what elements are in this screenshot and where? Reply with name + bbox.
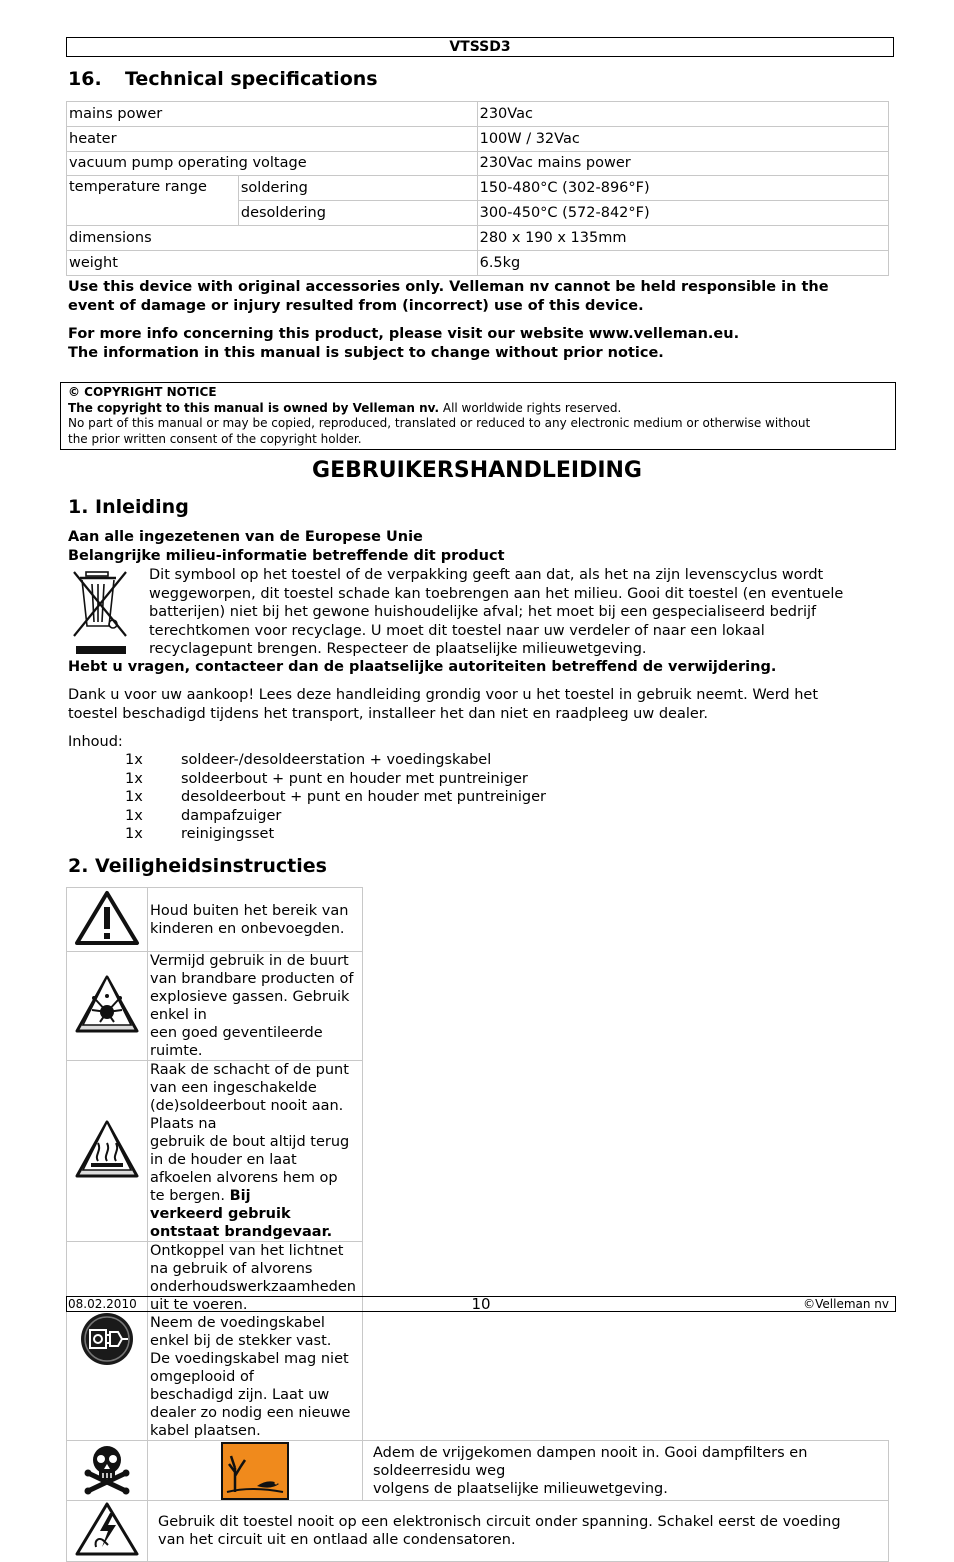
spec-sublabel: desoldering — [238, 201, 477, 226]
footer — [66, 1296, 896, 1312]
accessories-notice: Use this device with original accessories only. Velleman nv cannot be held responsible in the event of damage or injury resulted from (incorrect) use of this device. — [68, 279, 829, 314]
table-row — [67, 1061, 889, 1242]
copyright-owned: The copyright to this manual is owned by Velleman nv. All worldwide rights reserved. — [68, 400, 622, 415]
spec-value: 6.5kg — [477, 250, 888, 275]
spec-value: 230Vac mains power — [477, 151, 888, 176]
header-model: VTSSD3 — [66, 37, 894, 57]
contents-label: Inhoud: — [68, 734, 123, 750]
copyright-text: No part of this manual or may be copied, reproduced, translated or reduced to any electronic medium or otherwise without — [68, 416, 811, 430]
safety-text: Houd buiten het bereik van kinderen en onbevoegden. — [148, 888, 363, 952]
contents-list — [125, 751, 546, 844]
list-item: 1x dampafzuiger — [125, 807, 282, 824]
inleiding-heading: 1. Inleiding — [68, 496, 189, 518]
unplug-icon — [78, 1310, 136, 1368]
spec-value: 230Vac — [477, 102, 888, 127]
footer-date: 08.02.2010 — [68, 1297, 137, 1311]
veiligheid-heading: 2. Veiligheidsinstructies — [68, 855, 327, 877]
spec-label: dimensions — [67, 225, 478, 250]
table-row — [67, 1501, 889, 1562]
footer-company: ©Velleman nv — [803, 1297, 889, 1311]
table-row — [67, 952, 889, 1061]
electric-shock-icon — [74, 1501, 140, 1557]
spec-table — [66, 101, 889, 276]
safety-text: Gebruik dit toestel nooit op een elektronisch circuit onder spanning. Schakel eerst de voeding van het circuit uit en ontlaad alle condensatoren. — [148, 1501, 889, 1562]
spec-label: temperature range — [67, 176, 239, 226]
hot-surface-icon — [74, 1119, 140, 1179]
safety-text: Raak de schacht of de punt van een ingeschakelde (de)soldeerbout nooit aan. Plaats na gebruik de bout altijd terug in de houder en laat afkoelen alvorens hem op te bergen. Bij verkeerd gebruik ontstaat brandgevaar. — [148, 1061, 363, 1242]
spec-label: weight — [67, 250, 478, 275]
page-title: GEBRUIKERSHANDLEIDING — [312, 458, 642, 483]
table-row — [67, 1242, 889, 1441]
section-16-heading — [68, 68, 378, 90]
table-row — [67, 225, 889, 250]
copyright-text: the prior written consent of the copyright holder. — [68, 431, 362, 446]
weee-text: Dit symbool op het toestel of de verpakking geeft aan dat, als het na zijn levenscyclus wordt weggeworpen, dit toestel schade kan toebrengen aan het milieu. Gooi dit toestel (en eventuele batterijen) niet bij het gewone huishoudelijke afval; het moet bij een gespecialiseerd bedrijf terechtkomen voor recyclage. U moet dit toestel naar uw verdeler of naar een lokaal recyclagepunt brengen. Respecteer de plaatselijke milieuwetgeving. — [149, 567, 844, 658]
spec-label: heater — [67, 126, 478, 151]
table-row — [67, 1441, 889, 1501]
inleiding-sub1: Aan alle ingezetenen van de Europese Unie — [68, 529, 423, 545]
table-row — [67, 151, 889, 176]
warning-triangle-icon — [74, 890, 140, 946]
list-item: 1x desoldeerbout + punt en houder met puntreiniger — [125, 789, 546, 806]
list-item: 1x reinigingsset — [125, 826, 275, 843]
environment-hazard-icon — [221, 1442, 289, 1500]
spec-label: vacuum pump operating voltage — [67, 151, 478, 176]
safety-text: Ontkoppel van het lichtnet na gebruik of alvorens onderhoudswerkzaamheden uit te voeren. Neem de voedingskabel enkel bij de stekker vast. De voedingskabel mag niet omgeplooid of beschadigd zijn. Laat uw dealer zo nodig een nieuwe kabel plaatsen. — [148, 1242, 363, 1441]
info-notice: For more info concerning this product, please visit our website www.velleman.eu. The information in this manual is subject to change without prior notice. — [68, 326, 740, 361]
spec-sublabel: soldering — [238, 176, 477, 201]
skull-crossbones-icon — [82, 1443, 132, 1495]
spec-label: mains power — [67, 102, 478, 127]
list-item: 1x soldeer-/desoldeerstation + voedingskabel — [125, 752, 492, 768]
spec-value: 300-450°C (572-842°F) — [477, 201, 888, 226]
table-row — [67, 888, 889, 952]
spec-value: 280 x 190 x 135mm — [477, 225, 888, 250]
table-row — [67, 176, 889, 201]
questions-notice: Hebt u vragen, contacteer dan de plaatselijke autoriteiten betreffend de verwijdering. — [68, 659, 777, 675]
section-title: Technical specifications — [125, 68, 378, 90]
safety-table — [66, 887, 889, 1562]
table-row — [67, 250, 889, 275]
page-number: 10 — [471, 1295, 491, 1313]
thanks-text: Dank u voor uw aankoop! Lees deze handleiding grondig voor u het toestel in gebruik neemt. Werd het toestel beschadigd tijdens het transport, installeer het dan niet en raadpleeg uw dealer. — [68, 687, 819, 722]
copyright-title: © COPYRIGHT NOTICE — [68, 385, 217, 399]
spec-value: 100W / 32Vac — [477, 126, 888, 151]
section-number: 16. — [68, 68, 102, 90]
inleiding-sub2: Belangrijke milieu-informatie betreffende dit product — [68, 548, 505, 564]
safety-text: Vermijd gebruik in de buurt van brandbare producten of explosieve gassen. Gebruik enkel in een goed geventileerde ruimte. — [148, 952, 363, 1061]
table-row — [67, 102, 889, 127]
copyright-notice — [60, 382, 896, 450]
safety-text: Adem de vrijgekomen dampen nooit in. Gooi dampfilters en soldeerresidu weg volgens de plaatselijke milieuwetgeving. — [362, 1441, 888, 1501]
explosive-hazard-icon — [74, 974, 140, 1034]
table-row — [67, 126, 889, 151]
list-item: 1x soldeerbout + punt en houder met puntreiniger — [125, 770, 528, 787]
spec-value: 150-480°C (302-896°F) — [477, 176, 888, 201]
weee-bin-icon — [68, 566, 134, 660]
